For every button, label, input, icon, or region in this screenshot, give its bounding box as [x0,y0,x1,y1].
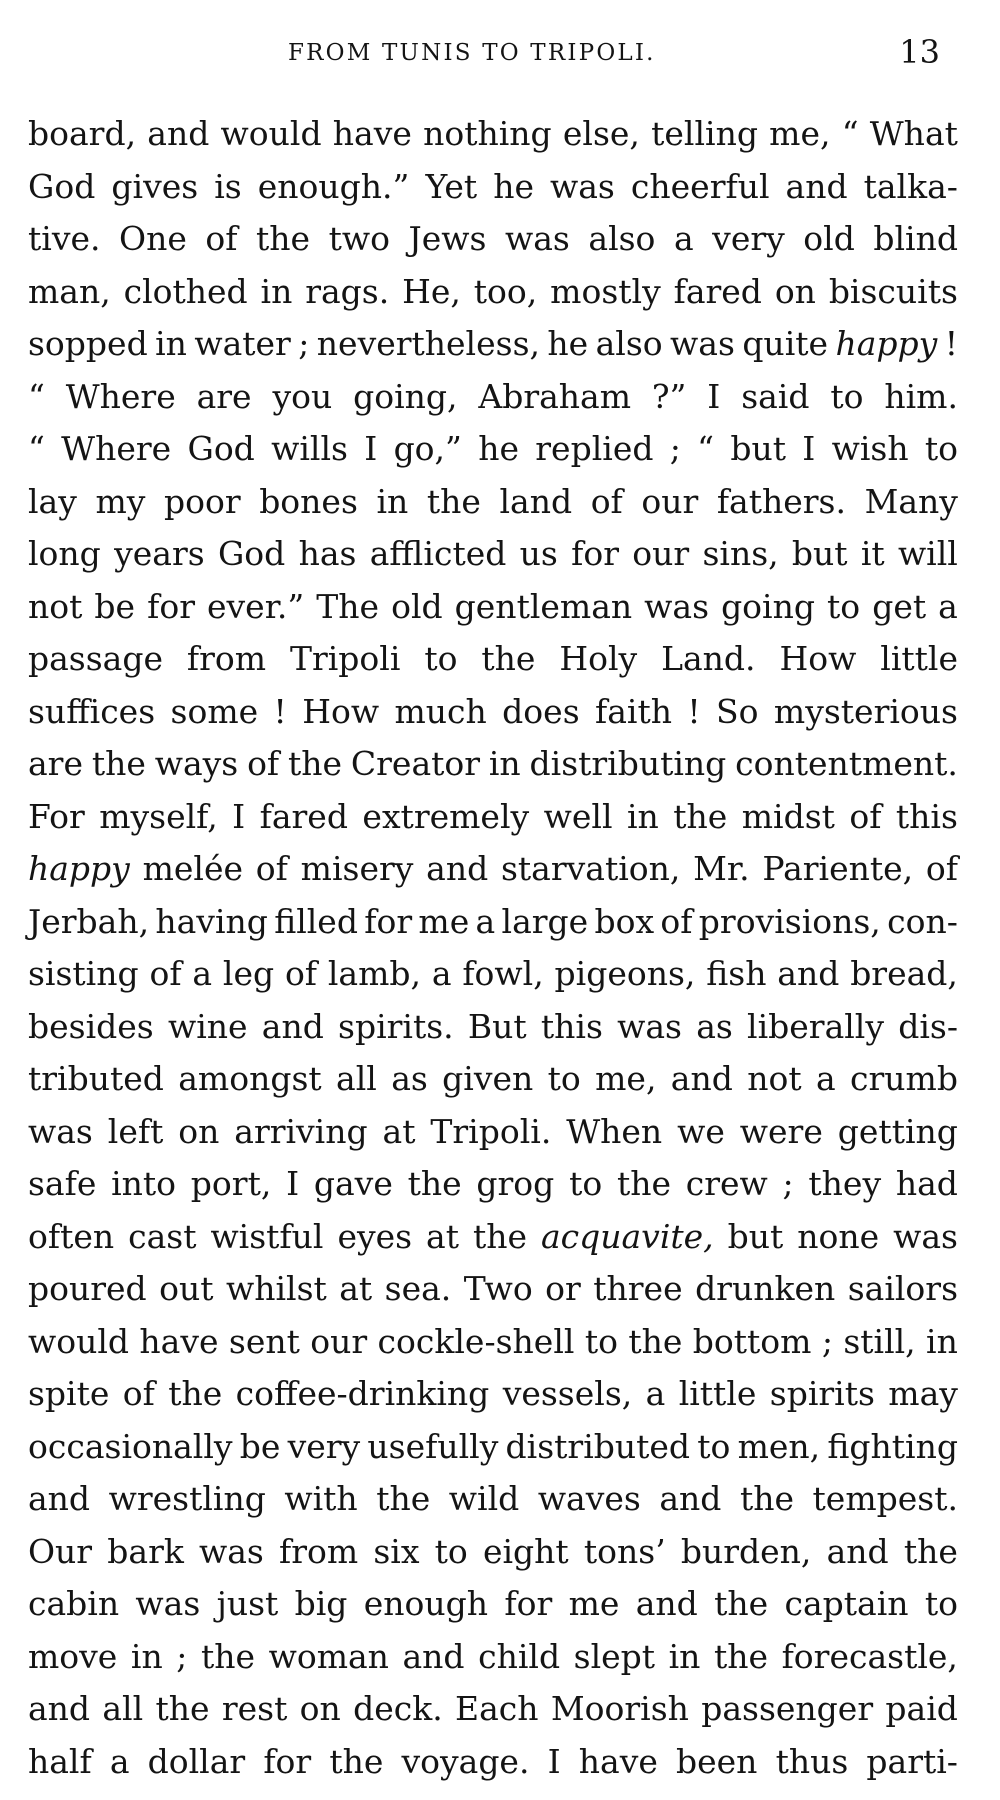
text-line: cabin was just big enough for me and the captain to [28,1584,958,1623]
text-line: passage from Tripoli to the Holy Land. How little [28,639,958,678]
text-line: lay my poor bones in the land of our fathers. Many [28,481,958,521]
text-line: Our bark was from six to eight tons’ burden, and the [28,1531,958,1571]
running-head: FROM TUNIS TO TRIPOLI. [288,40,656,66]
text-line: move in ; the woman and child slept in the forecastle, [28,1636,958,1676]
page-number: 13 [899,33,940,71]
text-line: For myself, I fared extremely well in the midst of this [28,796,958,836]
text-line: half a dollar for the voyage. I have been thus parti- [28,1741,958,1781]
text-line: occasionally be very usefully distributed to men, fighting [28,1426,958,1466]
text-line: and all the rest on deck. Each Moorish passenger paid [28,1689,958,1728]
text-line: tributed amongst all as given to me, and not a crumb [28,1059,958,1098]
text-line: happy melée of misery and starvation, Mr. Pariente, of [28,849,958,888]
text-line: and wrestling with the wild waves and the tempest. [28,1479,958,1518]
text-line: besides wine and spirits. But this was as liberally dis- [28,1006,958,1046]
text-line: often cast wistful eyes at the acquavite, but none was [28,1216,958,1256]
text-line: not be for ever.” The old gentleman was going to get a [28,586,958,626]
text-line: sopped in water ; nevertheless, he also was quite happy ! [28,324,958,363]
text-line: sisting of a leg of lamb, a fowl, pigeons, fish and bread, [28,954,958,993]
text-line: would have sent our cockle-shell to the bottom ; still, in [28,1321,958,1361]
text-line: Jerbah, having filled for me a large box of provisions, con- [28,901,958,941]
text-line: are the ways of the Creator in distributing contentment. [28,744,958,783]
text-line: “ Where God wills I go,” he replied ; “ but I wish to [28,429,958,468]
text-line: tive. One of the two Jews was also a very old blind [28,219,958,258]
text-line: was left on arriving at Tripoli. When we were getting [28,1111,958,1151]
text-line: suffices some ! How much does faith ! So mysterious [28,691,958,731]
text-line: long years God has afflicted us for our sins, but it will [28,534,958,573]
body-text [28,108,958,1788]
text-line: God gives is enough.” Yet he was cheerful and talka- [28,166,958,206]
text-line: man, clothed in rags. He, too, mostly fared on biscuits [28,271,958,311]
text-line: safe into port, I gave the grog to the crew ; they had [28,1164,958,1203]
text-line: poured out whilst at sea. Two or three drunken sailors [28,1269,958,1308]
page-header [28,33,958,76]
text-line: “ Where are you going, Abraham ?” I said to him. [28,376,958,416]
text-line: spite of the coffee-drinking vessels, a little spirits may [28,1374,958,1413]
text-line: board, and would have nothing else, telling me, “ What [28,114,958,153]
